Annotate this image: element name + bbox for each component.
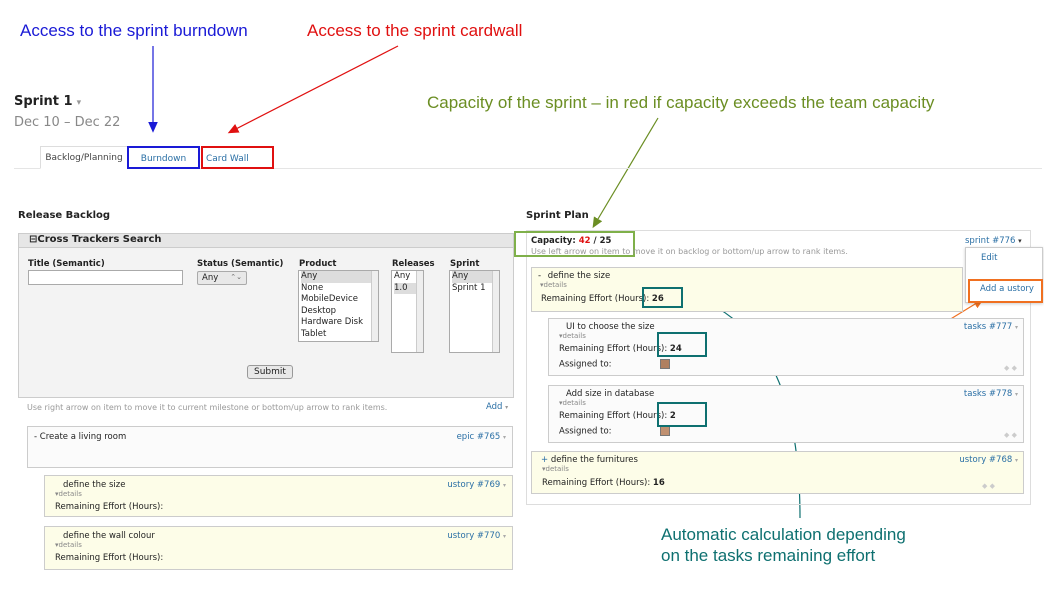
task-ref-link[interactable]: tasks #778 ▾ [963, 389, 1018, 399]
sprint-hint: Use left arrow on item to move it on backlog or bottom/up arrow to rank items. [531, 247, 848, 256]
task-card[interactable] [548, 318, 1024, 376]
sprint-title[interactable]: Sprint 1 ▾ [14, 94, 82, 109]
add-button[interactable]: Add ▾ [486, 402, 509, 412]
effort-highlight [657, 402, 707, 427]
task-ref-link[interactable]: tasks #777 ▾ [963, 322, 1018, 332]
collapse-icon[interactable]: ⊟ [29, 234, 38, 245]
list-item[interactable]: Desktop [301, 305, 337, 316]
list-item[interactable]: Sprint 1 [452, 282, 486, 293]
rank-handle-icon[interactable]: ◆ ◆ [1004, 431, 1017, 439]
story-ref-link[interactable]: ustory #768 ▾ [959, 455, 1018, 465]
details-toggle[interactable]: ▾details [540, 281, 567, 289]
list-item[interactable]: Any [394, 271, 411, 281]
details-toggle[interactable]: ▾details [559, 399, 586, 407]
annotation-cardwall: Access to the sprint cardwall [307, 21, 523, 40]
list-item[interactable]: Tablet [301, 328, 327, 339]
sprint-story-card[interactable] [531, 451, 1024, 494]
annotation-capacity: Capacity of the sprint – in red if capacity exceeds the team capacity [427, 93, 935, 112]
title-input[interactable] [28, 270, 183, 285]
status-select[interactable]: Any ⌃⌄ [197, 271, 247, 285]
details-toggle[interactable]: ▾details [55, 490, 82, 498]
remaining-effort-value: 26 [651, 294, 664, 304]
arrow-capacity [595, 118, 658, 224]
annotation-auto-calc-line1: Automatic calculation depending [661, 525, 906, 544]
remaining-effort-label: Remaining Effort (Hours): [559, 411, 668, 421]
menu-item-edit[interactable]: Edit [981, 253, 998, 263]
tab-backlog-planning[interactable]: Backlog/Planning [40, 146, 128, 169]
list-item[interactable]: Any [301, 271, 378, 283]
list-item[interactable]: Any [452, 271, 499, 283]
cross-trackers-search [18, 233, 514, 398]
sprint-ref-menu[interactable]: sprint #776 ▾ [965, 236, 1022, 246]
remaining-effort-value: 24 [669, 344, 682, 354]
remaining-effort-label: Remaining Effort (Hours): [55, 502, 164, 512]
task-title: Add size in database [566, 389, 655, 399]
avatar [660, 359, 670, 369]
story-title: define the size [547, 271, 611, 281]
details-toggle[interactable]: ▾details [542, 465, 569, 473]
expand-icon[interactable]: + [541, 455, 549, 465]
story-card[interactable] [44, 526, 513, 570]
submit-button[interactable]: Submit [247, 365, 293, 379]
releases-field-label: Releases [392, 259, 435, 269]
avatar [660, 426, 670, 436]
tab-burndown[interactable]: Burndown [127, 146, 200, 169]
capacity-value: 42 [578, 236, 591, 246]
list-item[interactable]: MobileDevice [301, 294, 358, 304]
status-field-label: Status (Semantic) [197, 259, 284, 269]
arrow-cardwall [232, 46, 398, 131]
product-field-label: Product [299, 259, 337, 269]
sprint-dates: Dec 10 – Dec 22 [14, 115, 121, 130]
remaining-effort-label: Remaining Effort (Hours): [559, 344, 668, 354]
scrollbar[interactable] [492, 271, 499, 352]
epic-title: Create a living room [39, 432, 127, 442]
remaining-effort-label: Remaining Effort (Hours): [55, 553, 164, 563]
sprint-plan-heading: Sprint Plan [526, 210, 589, 221]
list-item[interactable]: 1.0 [394, 283, 423, 295]
details-toggle[interactable]: ▾details [559, 332, 586, 340]
product-listbox[interactable] [298, 270, 379, 342]
effort-highlight [657, 332, 707, 357]
capacity-display: Capacity: 42 / 25 [531, 236, 612, 246]
title-field-label: Title (Semantic) [28, 259, 105, 269]
epic-card[interactable]: - Create a living room epic #765 ▾ [27, 426, 513, 468]
annotation-burndown: Access to the sprint burndown [20, 21, 248, 40]
annotation-auto-calc-line2: on the tasks remaining effort [661, 546, 876, 565]
remaining-effort-label: Remaining Effort (Hours): [542, 478, 651, 488]
scrollbar[interactable] [416, 271, 423, 352]
sprint-story-card[interactable]: - define the size ▾details Remaining Effort (Hours): 26 [531, 267, 963, 312]
remaining-effort-label: Remaining Effort (Hours): [541, 294, 650, 304]
story-card[interactable] [44, 475, 513, 517]
story-ref-link[interactable]: ustory #769 ▾ [447, 480, 506, 490]
sprint-field-label: Sprint [450, 259, 480, 269]
sprint-listbox[interactable] [449, 270, 500, 353]
story-title: define the size [63, 480, 126, 490]
rank-handle-icon[interactable]: ◆ ◆ [982, 482, 995, 490]
story-title: define the wall colour [63, 531, 155, 541]
scrollbar[interactable] [371, 271, 378, 341]
list-item[interactable]: Hardware Disk [301, 317, 363, 327]
story-ref-link[interactable]: ustory #770 ▾ [447, 531, 506, 541]
release-backlog-heading: Release Backlog [18, 210, 111, 221]
story-title: define the furnitures [550, 455, 638, 465]
tab-card-wall[interactable]: Card Wall [201, 146, 274, 169]
search-header[interactable]: ⊟Cross Trackers Search [19, 234, 513, 248]
backlog-hint: Use right arrow on item to move it to current milestone or bottom/up arrow to rank items. [27, 403, 388, 412]
rank-handle-icon[interactable]: ◆ ◆ [1004, 364, 1017, 372]
details-toggle[interactable]: ▾details [55, 541, 82, 549]
releases-listbox[interactable] [391, 270, 424, 353]
task-title: UI to choose the size [566, 322, 655, 332]
capacity-team: 25 [599, 236, 612, 246]
epic-ref-link[interactable]: epic #765 ▾ [456, 432, 506, 442]
menu-item-add-ustory[interactable]: Add a ustory [968, 279, 1043, 303]
assigned-label: Assigned to: [559, 426, 612, 437]
remaining-effort-value: 16 [652, 478, 665, 488]
chevron-down-icon[interactable]: ▾ [76, 98, 82, 108]
list-item[interactable]: None [301, 282, 324, 293]
assigned-label: Assigned to: [559, 359, 612, 370]
remaining-effort-value: 2 [669, 411, 676, 421]
task-card[interactable] [548, 385, 1024, 443]
tab-bar [14, 146, 1042, 169]
effort-highlight [642, 287, 683, 308]
